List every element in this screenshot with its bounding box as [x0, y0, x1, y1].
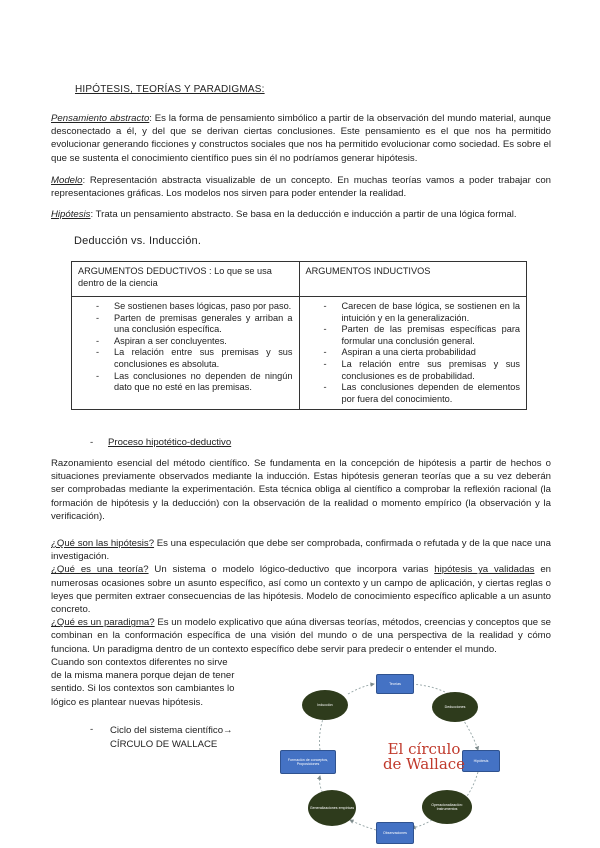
node-generalizaciones: Generalizaciones empíricas	[308, 790, 356, 826]
arrow-conceptos-induccion	[320, 716, 325, 750]
deductive-item: - Parten de premisas generales y arriban a una conclusión específica.	[78, 313, 293, 336]
pensamiento-definition	[51, 112, 551, 165]
ciclo-line: Ciclo del sistema científico→	[110, 725, 233, 736]
inductive-item: - Las conclusiones dependen de elementos por fuera del conocimiento.	[306, 382, 521, 405]
inductive-header: ARGUMENTOS INDUCTIVOS	[299, 262, 527, 297]
pensamiento-term: Pensamiento abstracto	[51, 113, 150, 124]
wallace-circle-diagram	[272, 672, 572, 848]
node-conceptos: Formación de conceptos, Proposiciones	[280, 750, 336, 774]
answer-teoria-a: Un sistema o modelo lógico-deductivo que incorpora varias	[148, 564, 435, 576]
inductive-item: - Carecen de base lógica, se sostienen en la intuición y en la generalización.	[306, 301, 521, 324]
node-induccion: Inducción	[302, 690, 348, 720]
wallace-title-line: El círculo	[387, 740, 461, 758]
questions-block	[51, 537, 551, 656]
proceso-bullet: -	[90, 437, 94, 448]
answer-paradigma: Es un modelo explicativo que aúna diversas teorías, métodos, creencias y conceptos que se combinan en la conformación específica de una visión del mundo o de una perspectiva de la realidad y cómo funciona. Un paradigma dentro de un contexto específico debe servir para predecir o entender el mundo.	[51, 617, 551, 655]
hipotesis-definition	[51, 208, 551, 221]
answer-hipotesis: Es una especulación que debe ser comprobada, confirmada o refutada y de la que nace una investigación.	[51, 538, 551, 563]
page-title: HIPÓTESIS, TEORÍAS Y PARADIGMAS:	[75, 84, 265, 95]
inductive-item: - Parten de las premisas específicas para formular una conclusión general.	[306, 324, 521, 347]
node-observaciones: Observaciones	[376, 822, 414, 844]
context-line: lógico es plantear nuevas hipótesis.	[51, 696, 203, 708]
answer-teoria-underlined: hipótesis ya validadas	[434, 564, 535, 576]
hipotesis-text: : Trata un pensamiento abstracto. Se basa en la deducción e inducción a partir de una lógica formal.	[90, 209, 517, 220]
wallace-title	[364, 742, 484, 772]
context-line: sentido. Si los contextos son cambiantes lo	[51, 683, 235, 695]
context-note	[51, 656, 251, 709]
question-teoria: ¿Qué es una teoría?	[51, 564, 149, 576]
arrow-observaciones-generalizaciones	[350, 820, 376, 830]
context-line: Cuando son contextos diferentes no sirve	[51, 657, 228, 668]
answer-teoria-b: en numerosas ocasiones sobre un asunto específico, así como un contexto y un campo de aplicación, y ciertas reglas o leyes que permiten extraer consecuencias de las hipótesis. Modelo de conocimiento específico aplicable a un asunto concreto.	[51, 564, 552, 616]
modelo-text: : Representación abstracta visualizable de un concepto. En muchas teorías vamos a poder trabajar con representaciones gráficas. Los modelos nos sirven para poder entender la realidad.	[51, 175, 551, 200]
node-operacionalizacion: Operacionalización: Instrumentos	[422, 790, 472, 824]
deductive-item: - La relación entre sus premisas y sus conclusiones es absoluta.	[78, 347, 293, 370]
deductive-cell	[72, 297, 300, 410]
ciclo-line: CÍRCULO DE WALLACE	[110, 739, 218, 750]
arrow-induccion-teorias	[348, 684, 374, 694]
proceso-paragraph: Razonamiento esencial del método científico. Se fundamenta en la concepción de hipótesis a partir de hechos o situaciones previamente observados mediante la inducción. Estas hipótesis generan teorías que a su vez deberán ser comprobadas mediante la experimentación. Esta técnica obliga al científico a comprobar la reflexión racional (la formación de hipótesis y la deducción) con la observación de la realidad o momento empírico (la observación y la verificación).	[51, 458, 551, 522]
inductive-item: - La relación entre sus premisas y sus conclusiones es de probabilidad.	[306, 359, 521, 382]
modelo-definition	[51, 174, 551, 200]
deduction-vs-induction-heading: Deducción vs. Inducción.	[74, 235, 202, 247]
hipotesis-term: Hipótesis	[51, 209, 91, 220]
question-hipotesis: ¿Qué son las hipótesis?	[51, 538, 155, 549]
ciclo-text	[110, 724, 233, 752]
node-teorias: Teorías	[376, 674, 414, 694]
context-line: de la misma manera porque dejan de tener	[51, 670, 235, 682]
inductive-cell	[299, 297, 527, 410]
proceso-heading: Proceso hipotético-deductivo	[108, 437, 232, 448]
arrow-operacionalizacion-observaciones	[412, 820, 432, 828]
deductive-item: - Aspiran a ser concluyentes.	[78, 336, 293, 348]
pensamiento-text: : Es la forma de pensamiento simbólico a partir de la observación del mundo material, aunque desconectado a él, y del que se derivan ciertas conclusiones. Este pensamiento es el que nos ha permitido evolucionar generando ficciones y constructos sociales que nos ha permitido evolucionar como sociedad. Es sobre el que se sustenta el conocimiento científico pues sin él no podríamos generar hipótesis.	[51, 113, 551, 164]
modelo-term: Modelo	[51, 175, 83, 186]
deductive-header: ARGUMENTOS DEDUCTIVOS : Lo que se usa dentro de la ciencia	[72, 262, 300, 297]
node-deducciones: Deducciones	[432, 692, 478, 722]
deductive-item: - Se sostienen bases lógicas, paso por paso.	[78, 301, 293, 313]
arguments-comparison-table	[71, 261, 527, 410]
question-paradigma: ¿Qué es un paradigma?	[51, 617, 155, 629]
wallace-title-line: de Wallace	[382, 755, 466, 773]
inductive-item: - Aspiran a una cierta probabilidad	[306, 347, 521, 359]
node-hipotesis: Hipótesis	[462, 750, 500, 772]
ciclo-bullet: -	[90, 724, 94, 735]
deductive-item: - Las conclusiones no dependen de ningún dato que no esté en las premisas.	[78, 371, 293, 394]
